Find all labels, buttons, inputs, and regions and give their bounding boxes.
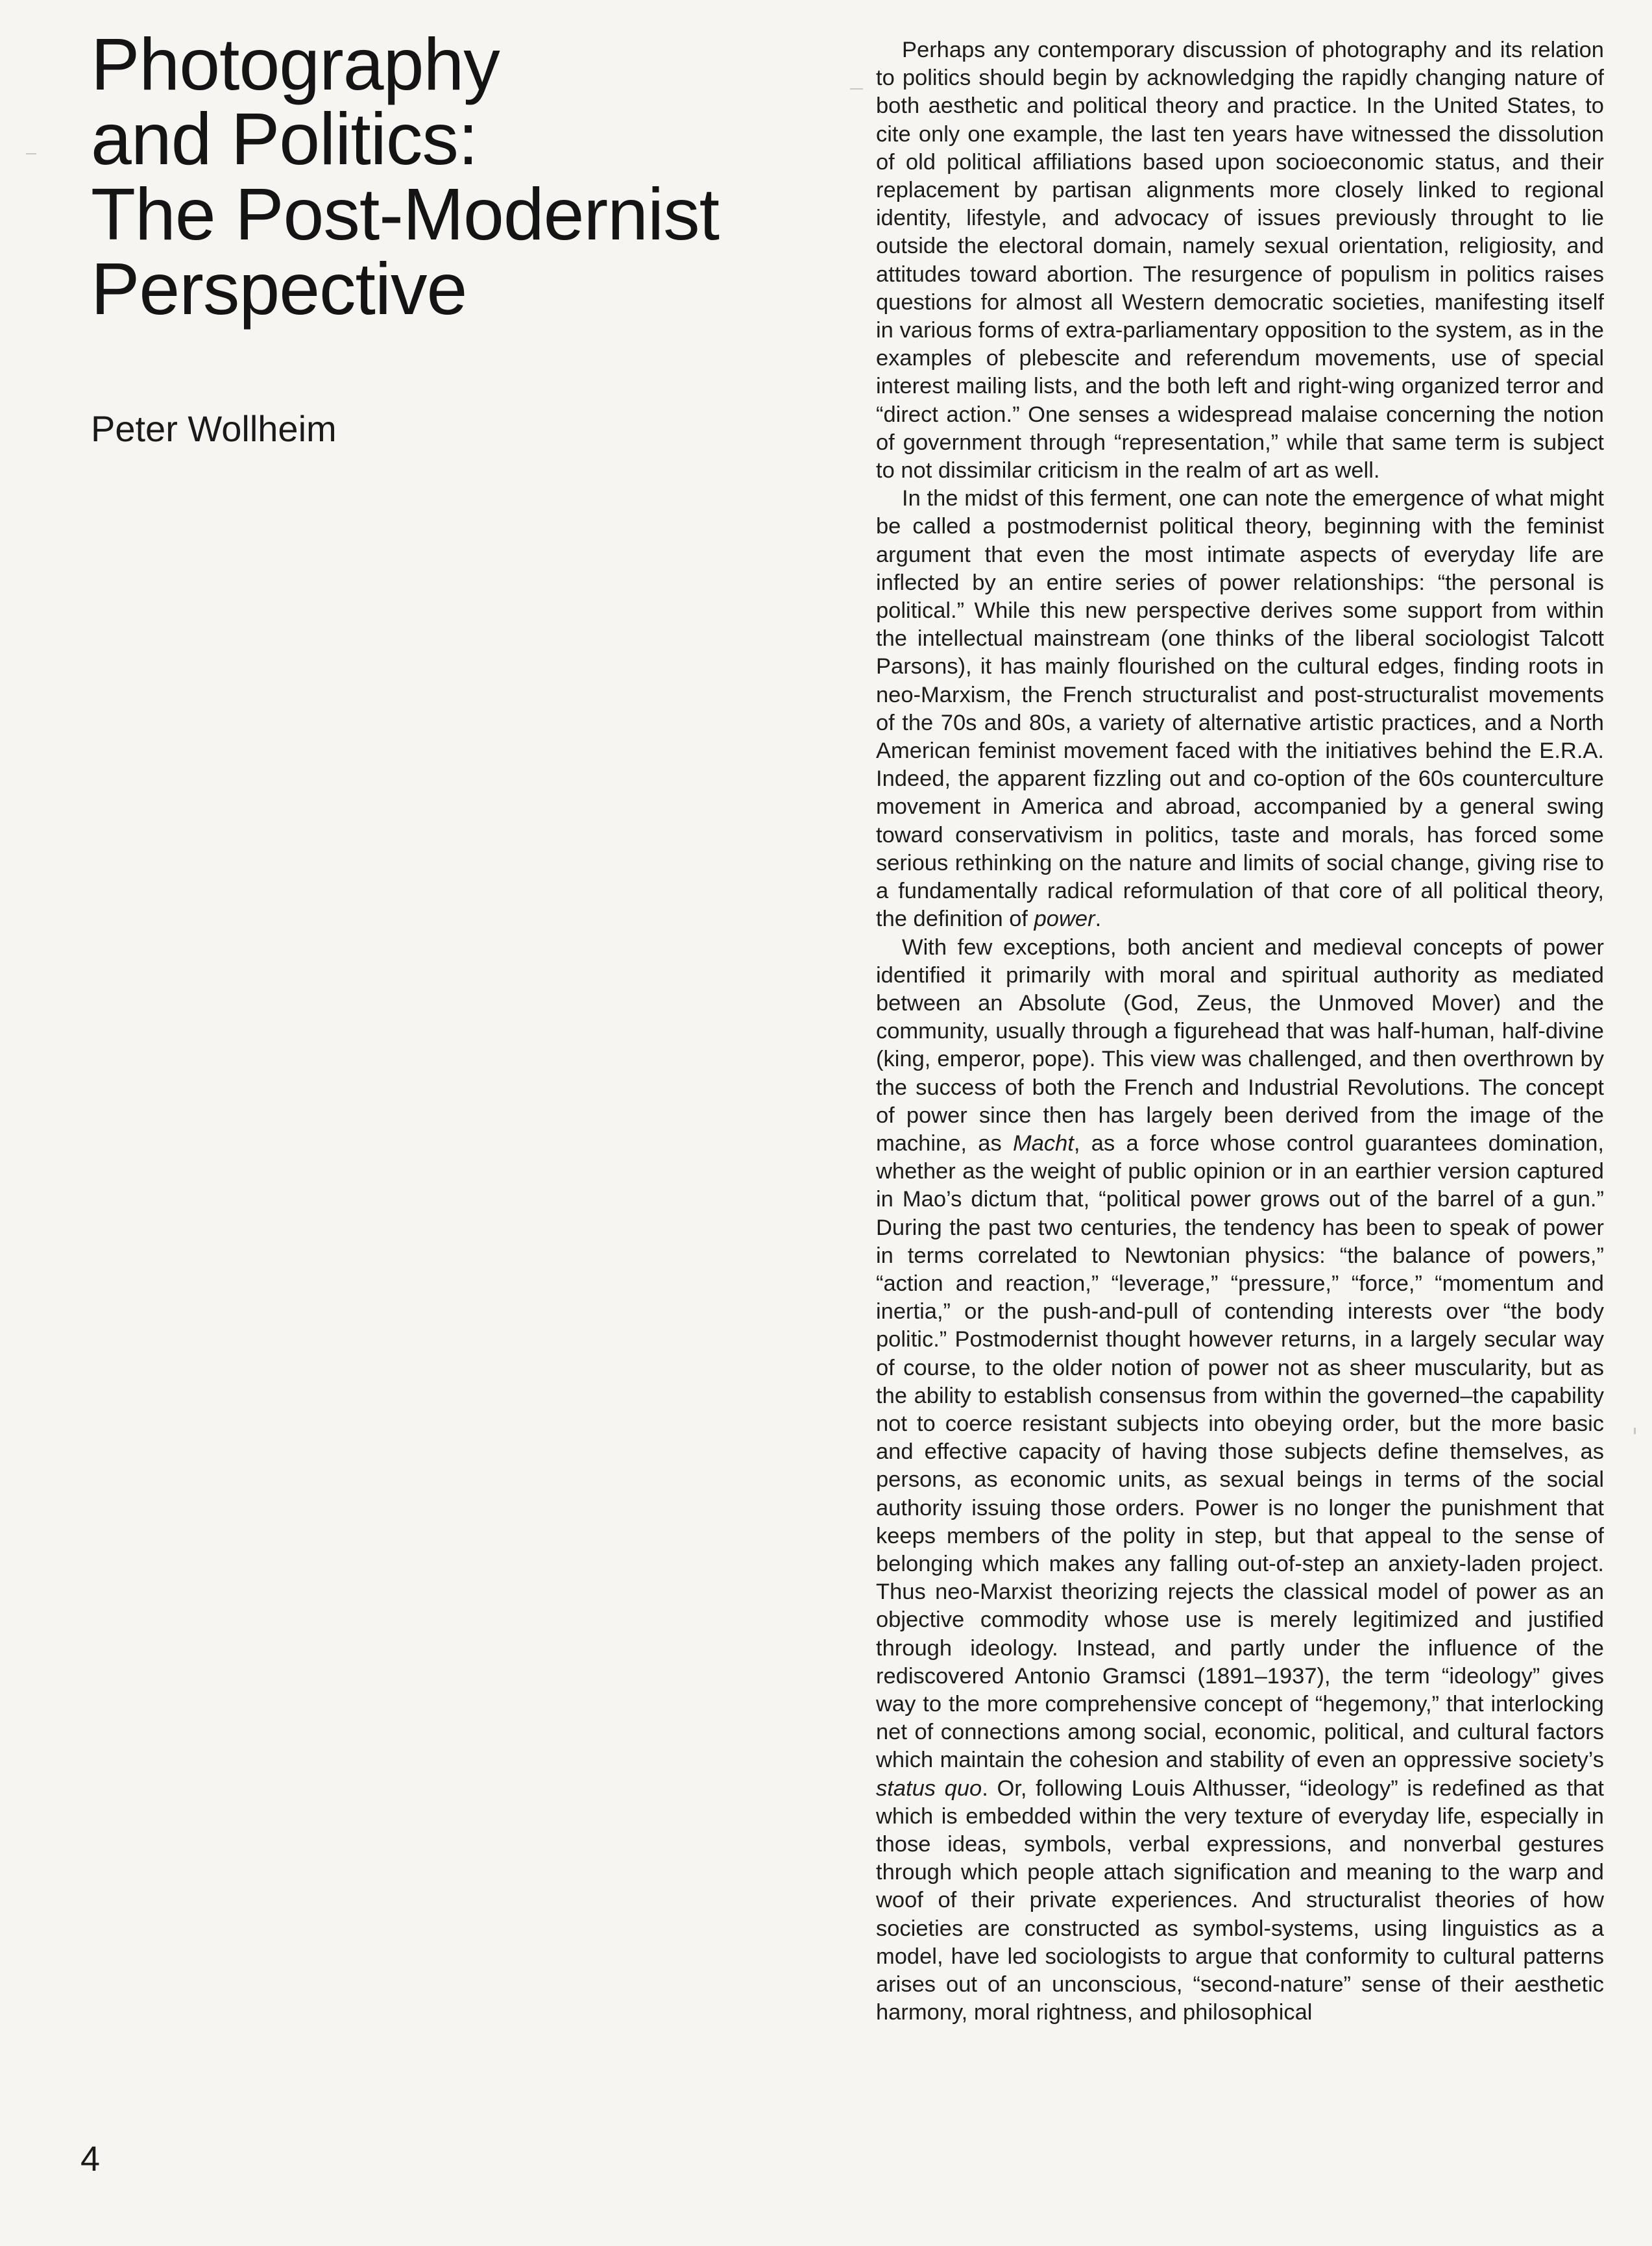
text-run: , as a force whose control guarantees domination, whether as the weight of public opinion or in an earthier version captured in Mao’s dictum that, “political power grows out of the barrel of a gun.” During the past two centuries, the tendency has been to speak of power in terms correlated to Newtonian physics: “the balance of powers,” “action and reaction,” “leverage,” “pressure,” “force,” “momentum and inertia,” or the push-and-pull of contending interests over “the body politic.” Postmodernist thought however returns, in a largely secular way of course, to the older notion of power not as sheer muscularity, but as the ability to establish consensus from within the governed–the capability not to coerce resistant subjects into obeying order, but the more basic and effective capacity of having those subjects define themselves, as persons, as economic units, as sexual beings in terms of the social authority issuing those orders. Power is no longer the punishment that keeps members of the polity in step, but that appeal to the sense of belonging which makes any falling out-of-step an anxiety-laden project. Thus neo-Marxist theorizing rejects the classical model of power as an objective commodity whose use is merely legitimized and justified through ideology. Instead, and partly under the influence of the rediscovered Antonio Gramsci (1891–1937), the term “ideology” gives way to the more comprehensive concept of “hegemony,” that interlocking net of connections among social, economic, political, and cultural factors which maintain the cohesion and stability of even an oppressive society’s (876, 1130, 1604, 1773)
text-run: Perhaps any contemporary discussion of photography and its relation to politics should begin by acknowledging the rapidly changing nature of both aesthetic and political theory and practice. In the United States, to cite only one example, the last ten years have witnessed the dissolution of old political affiliations based upon socioeconomic status, and their replacement by partisan alignments more closely linked to regional identity, lifestyle, and advocacy of issues previously throught to lie outside the electoral domain, namely sexual orientation, religiosity, and attitudes toward abortion. The resurgence of populism in politics raises questions for almost all Western democratic societies, manifesting itself in various forms of extra-parliamentary opposition to the system, as in the examples of plebescite and referendum movements, use of special interest mailing lists, and the both left and right-wing organized terror and “direct action.” One senses a widespread malaise concerning the notion of government through “representation,” while that same term is subject to not dissimilar criticism in the realm of art as well. (876, 38, 1604, 483)
article-title (91, 23, 856, 330)
italic-text-run: power (1034, 907, 1095, 932)
italic-text-run: Macht (1012, 1130, 1074, 1156)
scan-speck (1634, 1428, 1636, 1434)
author-byline: Peter Wollheim (91, 408, 337, 449)
text-run: . Or, following Louis Althusser, “ideology” is redefined as that which is embedded within the very texture of everyday life, especially in those ideas, symbols, verbal expressions, and nonverbal gestures through which people attach signification and meaning to the warp and woof of their private experiences. And structuralist theories of how societies are constructed as symbol-systems, using linguistics as a model, have led sociologists to argue that conformity to cultural patterns arises out of an unconscious, “second-nature” sense of their aesthetic harmony, moral rightness, and philosophical (876, 1776, 1604, 2025)
title-line-3: The Post-Modernist (91, 173, 719, 255)
body-paragraph (876, 934, 1604, 2027)
text-run: With few exceptions, both ancient and medieval concepts of power identified it primarily with moral and spiritual authority as mediated between an Absolute (God, Zeus, the Unmoved Mover) and the community, usually through a figurehead that was half-human, half-divine (king, emperor, pope). This view was challenged, and then overthrown by the success of both the French and Industrial Revolutions. The concept of power since then has largely been derived from the image of the machine, as (876, 934, 1604, 1156)
text-run: . (1095, 907, 1102, 932)
title-line-4: Perspective (91, 247, 467, 330)
article-body-column (876, 36, 1604, 2145)
italic-text-run: status quo (876, 1776, 982, 1801)
text-run: In the midst of this ferment, one can note the emergence of what might be called a postmodernist political theory, beginning with the feminist argument that even the most intimate aspects of everyday life are inflected by an entire series of power relationships: “the personal is political.” While this new perspective derives some support from within the intellectual mainstream (one thinks of the liberal sociologist Talcott Parsons), it has mainly flourished on the cultural edges, finding roots in neo-Marxism, the French structuralist and post-structuralist movements of the 70s and 80s, a variety of alternative artistic practices, and a North American feminist movement faced with the initiatives behind the E.R.A. Indeed, the apparent fizzling out and co-option of the 60s counterculture movement in America and abroad, accompanied by a general swing toward conservativism in politics, taste and morals, has forced some serious rethinking on the nature and limits of social change, giving rise to a fundamentally radical reformulation of that core of all political theory, the definition of (876, 486, 1604, 932)
body-paragraph (876, 485, 1604, 933)
title-line-1: Photography (91, 23, 500, 105)
page-number: 4 (80, 2140, 101, 2179)
scan-speck (850, 88, 863, 90)
scan-speck (26, 153, 36, 154)
title-line-2: and Politics: (91, 98, 478, 180)
body-paragraph (876, 36, 1604, 485)
